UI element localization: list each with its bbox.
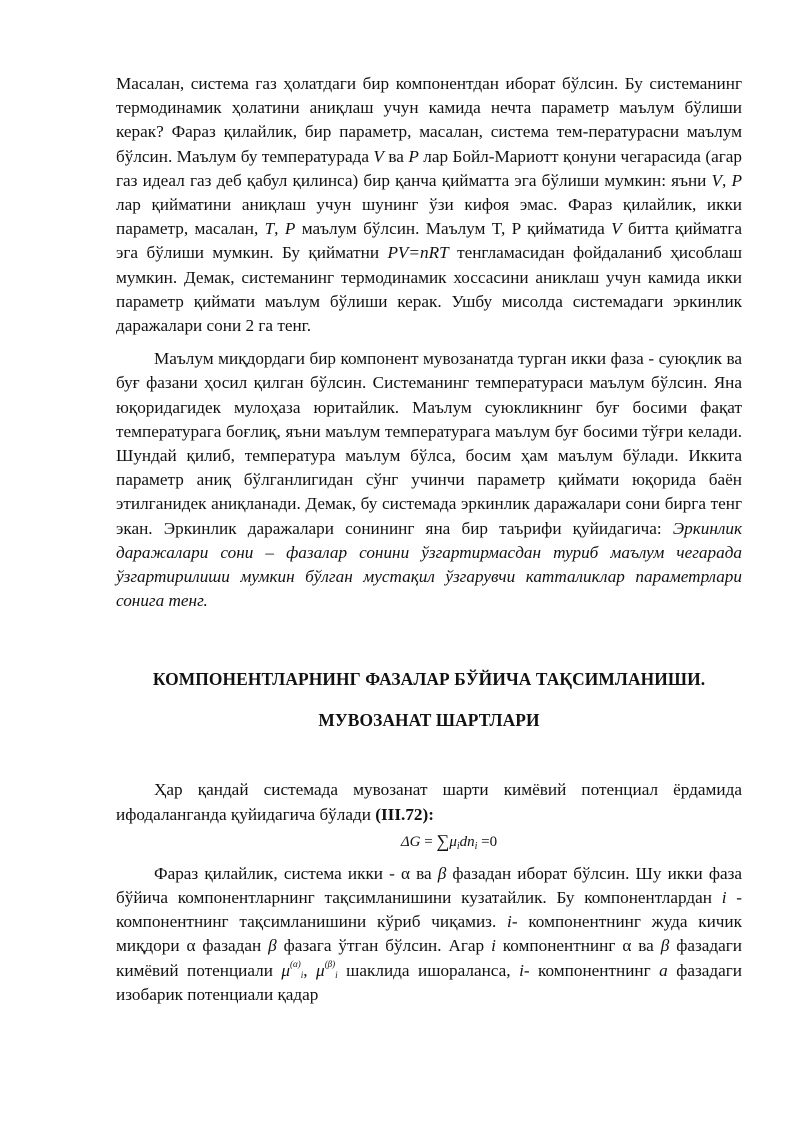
var-i: i: [491, 936, 496, 956]
text: Масалан, система газ ҳолатдаги бир компонентдан иборат бўлсин. Бу системанинг термодинамик ҳолатини аниқлаш учун камида нечта параметр маълум бўлиши керак? Фараз қилайлик, бир параметр, масалан, система тем-пературасни маълум бўлсин. Маълум бу температурада: [116, 74, 742, 166]
text: тенгламасидан фойдаланиб ҳисоблаш мумкин. Демак, системанинг термодинамик хоссасини аниклаш учун камида икки параметр қиймати маълум бўлиши керак. Ушбу мисолда системадаги эркинлик даражалари сони 2 га тенг.: [116, 243, 742, 336]
alpha-symbol: α: [622, 936, 632, 956]
text: Фараз қилайлик, система икки -: [154, 863, 401, 883]
formula-equals: =: [420, 833, 437, 850]
text: ва: [383, 146, 409, 166]
var-v: V: [373, 146, 384, 166]
text: битта қийматга эга бўлиши мумкин. Бу қийматни: [116, 219, 742, 263]
section-heading-line-2: МУВОЗАНАТ ШАРТЛАРИ: [318, 710, 540, 731]
superscript-alpha: (α): [290, 958, 301, 969]
document-page: [116, 72, 742, 1007]
text: компонентнинг: [495, 936, 623, 956]
text: ,: [274, 219, 285, 239]
var-p: P: [731, 170, 743, 190]
equation-reference: (III.72):: [375, 804, 434, 824]
alpha-symbol: α: [400, 863, 410, 883]
equilibrium-formula: [116, 830, 742, 858]
text: фазадаги кимёвий потенциали: [116, 936, 742, 980]
subscript-i: i: [300, 969, 304, 980]
var-a: a: [659, 960, 668, 980]
text: ва: [409, 863, 438, 883]
beta-symbol: β: [437, 863, 447, 883]
var-v: V: [611, 219, 622, 239]
var-i: i: [519, 960, 524, 980]
beta-symbol: β: [660, 936, 670, 956]
formula-subscript: i: [474, 840, 478, 852]
formula-equals-zero: =0: [477, 833, 498, 850]
sum-symbol: ∑: [436, 830, 450, 851]
text: фазага ўтган бўлсин. Агар: [276, 936, 492, 956]
text: шаклида ишораланса,: [337, 960, 520, 980]
text: - компонентнинг жуда кичик миқдори: [116, 912, 742, 956]
var-v: V: [711, 170, 723, 190]
var-t: T: [264, 219, 275, 239]
paragraph-phase-distribution: [116, 862, 742, 1007]
mu-symbol: μ: [281, 960, 291, 980]
text: лар Бойл-Мариотт қонуни чегарасида (агар газ идеал газ деб қабул қилинса) бир қанча қийматта эга бўлиши мумкин: яъни: [116, 146, 742, 190]
text: фазадан иборат бўлсин. Шу икки фаза бўйича компонентларнинг тақсимланишини кузатайлик. Бу компонентлардан: [116, 863, 742, 908]
superscript-beta: (β): [324, 958, 336, 969]
text: - компонентнинг: [523, 960, 660, 980]
paragraph-two-phase-system: [116, 347, 742, 613]
text: ,: [722, 170, 732, 190]
text: фазадан: [195, 936, 269, 956]
text: маълум бўлсин. Маълум T, P қийматида: [295, 219, 612, 239]
section-heading-line-1: КОМПОНЕНТЛАРНИНГ ФАЗАЛАР БЎЙИЧА ТАҚСИМЛАНИШИ.: [152, 669, 706, 690]
paragraph-degrees-of-freedom-gas: [116, 72, 742, 338]
var-p: P: [284, 219, 296, 239]
mu-alpha: [281, 958, 304, 980]
var-i: i: [721, 888, 727, 908]
formula-mu: μ: [449, 833, 457, 850]
alpha-symbol: α: [186, 936, 196, 956]
text: - компонентнинг тақсимланишини кўриб чиқамиз.: [116, 888, 742, 932]
text: ,: [303, 960, 317, 980]
paragraph-equilibrium-condition: [116, 778, 742, 826]
definition-italic: Эркинлик даражалари сони – фазалар сонини ўзгартирмасдан туриб маълум чегарада ўзгартирилиши мумкин бўлган мустақил ўзгарувчи катталиклар параметрлари сонига тенг.: [116, 518, 742, 611]
ideal-gas-equation: PV=nRT: [387, 243, 449, 263]
subscript-i: i: [335, 969, 338, 980]
var-i: i: [507, 912, 512, 932]
text: Ҳар қандай системада мувозанат шарти кимёвий потенциал ёрдамида ифодаланганда қуйидагича бўлади: [116, 780, 742, 824]
var-p: P: [408, 146, 419, 166]
text: ва: [631, 936, 661, 956]
text: Маълум миқдордаги бир компонент мувозанатда турган икки фаза - суюқлик ва буғ фазани ҳосил қилган бўлсин. Системанинг температураси маълум бўлсин. Яна юқоридагидек мулоҳаза юритайлик. Маълум суюкликнинг буғ босими фақат температурага боғлиқ, яъни маълум температурага маълум буғ босими тўғри келади. Шундай қилиб, температура маълум бўлса, босим ҳам маълум бўлади. Иккита параметр аниқ бўлганлигидан сўнг учинчи параметр қиймати юқорида баён этилганидек аниқланади. Демак, бу системада эркинлик даражалари сони бирга тенг экан. Эркинлик даражалари сонининг яна бир таърифи қуйидагича:: [116, 349, 742, 538]
formula-lhs: ΔG: [400, 833, 421, 850]
mu-symbol: μ: [316, 960, 325, 980]
text: лар қийматини аниқлаш учун шунинг ўзи кифоя эмас. Фараз қилайлик, икки параметр, масалан,: [116, 195, 742, 239]
mu-beta: [316, 958, 338, 980]
beta-symbol: β: [268, 936, 277, 956]
formula-dn: dn: [459, 833, 475, 850]
text: фазадаги изобарик потенциали қадар: [116, 960, 743, 1004]
formula-subscript: i: [456, 840, 460, 852]
